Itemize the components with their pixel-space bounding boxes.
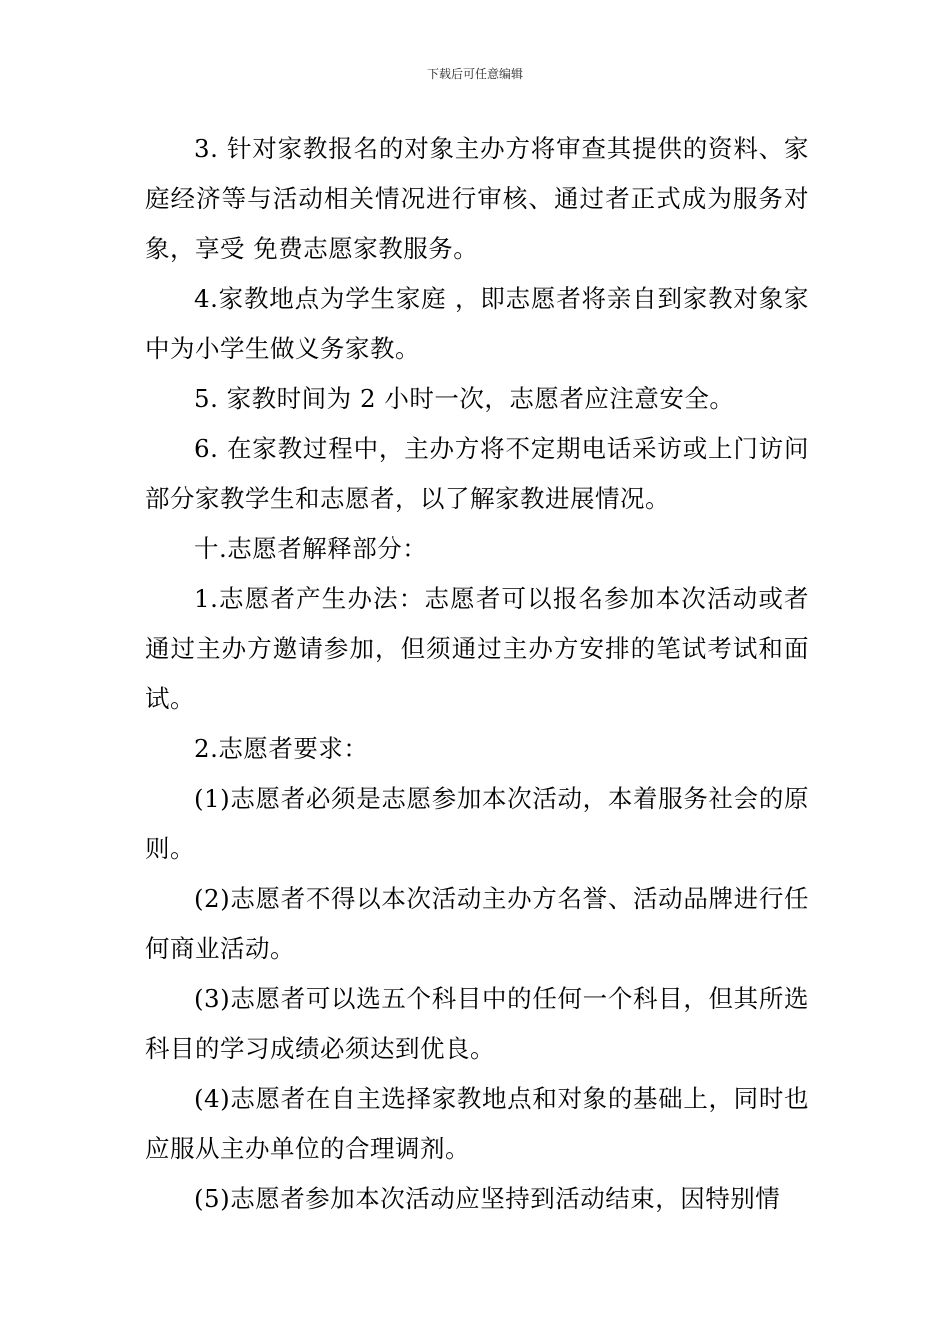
page-header: 下载后可任意编辑 xyxy=(426,67,523,81)
paragraph-item-6: 6. 在家教过程中，主办方将不定期电话采访或上门访问部分家教学生和志愿者，以了解家教进展情况。 xyxy=(145,434,809,513)
requirement-item-5: (5)志愿者参加本次活动应坚持到活动结束，因特别情 xyxy=(194,1184,781,1213)
document-body xyxy=(145,124,809,1224)
paragraph-volunteer-selection: 1.志愿者产生办法：志愿者可以报名参加本次活动或者通过主办方邀请参加，但须通过主办方安排的笔试考试和面试。 xyxy=(145,584,809,713)
paragraph-item-5: 5. 家教时间为 2 小时一次，志愿者应注意安全。 xyxy=(194,384,735,413)
requirement-item-3: (3)志愿者可以选五个科目中的任何一个科目，但其所选科目的学习成绩必须达到优良。 xyxy=(145,984,809,1063)
requirement-item-2: (2)志愿者不得以本次活动主办方名誉、活动品牌进行任何商业活动。 xyxy=(145,884,809,963)
paragraph-item-4: 4.家教地点为学生家庭 ，即志愿者将亲自到家教对象家中为小学生做义务家教。 xyxy=(145,284,809,363)
requirement-item-4: (4)志愿者在自主选择家教地点和对象的基础上，同时也应服从主办单位的合理调剂。 xyxy=(145,1084,809,1163)
section-heading-volunteer: 十.志愿者解释部分： xyxy=(194,534,428,563)
paragraph-item-3: 3. 针对家教报名的对象主办方将审查其提供的资料、家庭经济等与活动相关情况进行审核、通过者正式成为服务对象，享受 免费志愿家教服务。 xyxy=(145,134,809,263)
requirement-item-1: (1)志愿者必须是志愿参加本次活动，本着服务社会的原则。 xyxy=(145,784,809,863)
paragraph-volunteer-requirements: 2.志愿者要求： xyxy=(194,734,369,763)
